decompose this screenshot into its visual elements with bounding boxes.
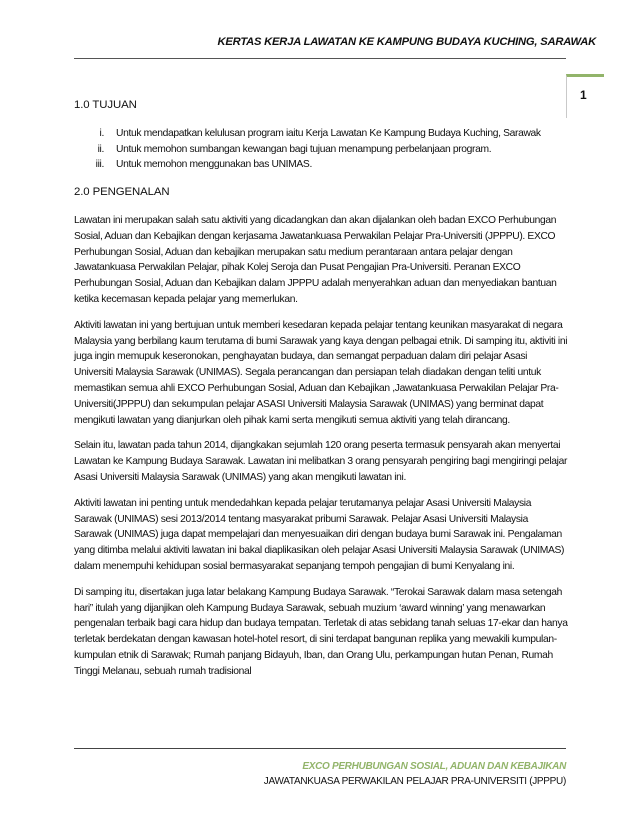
paragraph: Selain itu, lawatan pada tahun 2014, dijangkakan sejumlah 120 orang peserta termasuk pensyarah akan menyertai Lawatan ke Kampung Budaya Sarawak. Lawatan ini melibatkan 3 orang pensyarah pengiring bagi mengiringi pelajar Asasi Universiti Malaysia Sarawak (UNIMAS) yang akan mengikuti lawatan ini.: [74, 440, 568, 483]
footer-committee: JAWATANKUASA PERWAKILAN PELAJAR PRA-UNIVERSITI (JPPPU): [263, 776, 566, 787]
list-item: [74, 142, 568, 158]
list-item: [74, 126, 568, 142]
section-heading-pengenalan: 2.0 PENGENALAN: [74, 186, 170, 199]
objectives-list: [74, 126, 568, 173]
list-number: ii.: [97, 143, 104, 155]
header-title: KERTAS KERJA LAWATAN KE KAMPUNG BUDAYA KUCHING, SARAWAK: [217, 36, 596, 48]
list-text: Untuk memohon menggunakan bas UNIMAS.: [116, 159, 312, 171]
paragraph: Lawatan ini merupakan salah satu aktiviti yang dicadangkan dan akan dijalankan oleh badan EXCO Perhubungan Sosial, Aduan dan Kebajikan dengan kerjasama Jawatankuasa Perwakilan Pelajar Pra-Universiti (JPPPU). EXCO Perhubungan Sosial, Aduan dan kebajikan merupakan satu medium perantaraan antara pelajar dengan Jawatankuasa Perwakilan Pelajar, pihak Kolej Seroja dan Pusat Pengajian Pra-Universiti. Peranan EXCO Perhubungan Sosial, Aduan dan Kebajikan dalam JPPPU adalah menyerahkan aduan dan menyediakan bantuan ketika kecemasan kepada pelajar yang memerlukan.: [74, 214, 557, 305]
list-item: [74, 157, 568, 173]
section-heading-tujuan: 1.0 TUJUAN: [74, 99, 137, 111]
document-body: [74, 98, 568, 690]
header-divider: [74, 58, 566, 59]
list-text: Untuk mendapatkan kelulusan program iaitu Kerja Lawatan Ke Kampung Budaya Kuching, Sarawak: [116, 127, 541, 139]
list-number: i.: [99, 127, 104, 139]
paragraph: Aktiviti lawatan ini yang bertujuan untuk memberi kesedaran kepada pelajar tentang keunikan masyarakat di negara Malaysia yang berbilang kaum terutama di bumi Sarawak yang kaya dengan pelbagai etnik. Di samping itu, aktiviti ini juga ingin memupuk keseronokan, penghayatan budaya, dan semangat perpaduan dalam diri pelajar Asasi Universiti Malaysia Sarawak (UNIMAS). Segala perancangan dan persiapan telah diadakan dengan teliti untuk memastikan semua ahli EXCO Perhubungan Sosial, Aduan dan Kebajikan ,Jawatankuasa Perwakilan Pelajar Pra-Universiti(JPPPU) dan sekumpulan pelajar ASASI Universiti Malaysia Sarawak (UNIMAS) yang berminat dapat mengikuti lawatan yang dianjurkan oleh pihak kami serta mengikuti semua aktiviti yang telah dirancang.: [74, 319, 568, 426]
footer-divider: [74, 748, 566, 749]
list-number: iii.: [95, 159, 104, 171]
paragraph: Aktiviti lawatan ini penting untuk mendedahkan kepada pelajar terutamanya pelajar Asasi Universiti Malaysia Sarawak (UNIMAS) sesi 2013/2014 tentang masyarakat pribumi Sarawak. Pelajar Asasi Universiti Malaysia Sarawak (UNIMAS) juga dapat mempelajari dan menyesuaikan diri dengan budaya bumi Sarawak ini. Pengalaman yang ditimba melalui aktiviti lawatan ini bakal diaplikasikan oleh pelajar Asasi Universiti Malaysia Sarawak (UNIMAS) dalam menempuhi kehidupan sosial bermasyarakat sepanjang tempoh pengajian di bumi Kenyalang ini.: [74, 497, 565, 572]
footer-organization: EXCO PERHUBUNGAN SOSIAL, ADUAN DAN KEBAJIKAN: [302, 761, 566, 772]
page-number: 1: [580, 88, 587, 102]
list-text: Untuk memohon sumbangan kewangan bagi tujuan menampung perbelanjaan program.: [116, 143, 492, 155]
paragraph: Di samping itu, disertakan juga latar belakang Kampung Budaya Sarawak. “Terokai Sarawak dalam masa setengah hari” itulah yang dijanjikan oleh Kampung Budaya Sarawak, sebuah muzium ‘award winning’ yang menawarkan pengenalan terbaik bagi cara hidup dan budaya tempatan. Terletak di atas sebidang tanah seluas 17-ekar dan hanya terletak berdekatan dengan kawasan hotel-hotel resort, di sini terdapat bangunan replika yang mewakili kumpulan-kumpulan etnik di Sarawak; Rumah panjang Bidayuh, Iban, dan Orang Ulu, perkampungan hutan Penan, Rumah Tinggi Melanau, sebuah rumah tradisional: [74, 586, 568, 677]
